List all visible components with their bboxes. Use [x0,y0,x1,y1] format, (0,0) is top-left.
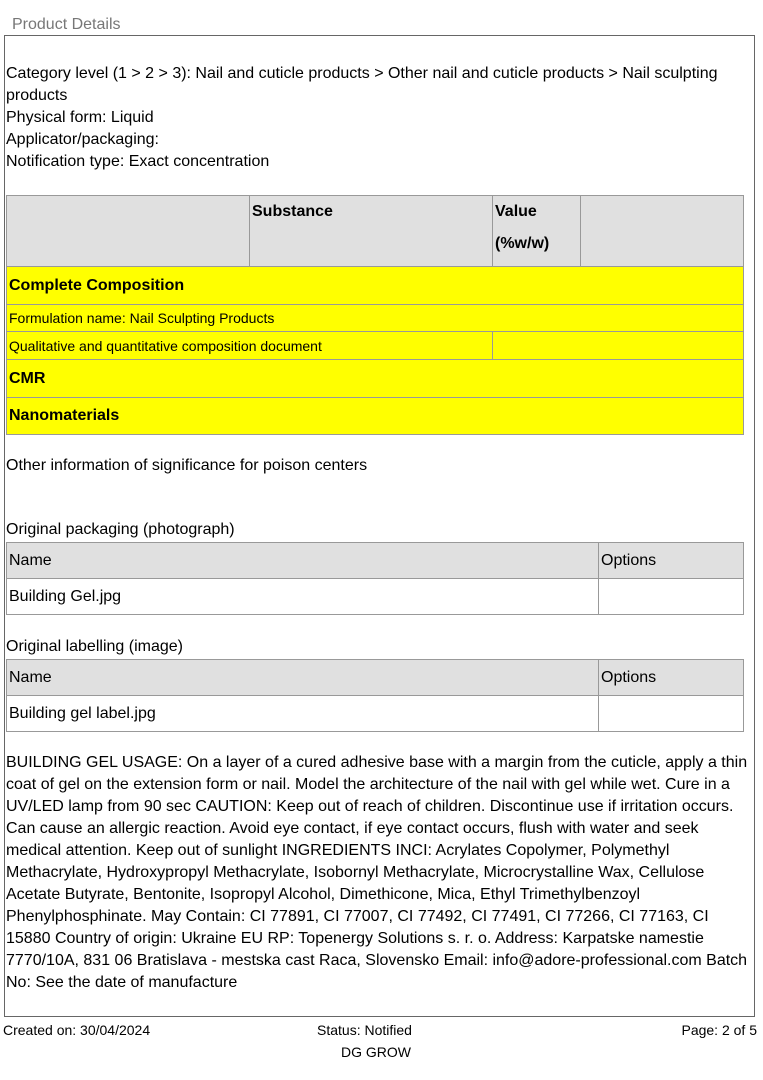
notification-type-text: Notification type: Exact concentration [6,153,270,170]
cmr-label: CMR [7,360,744,398]
qq-document-label: Qualitative and quantitative composition document [7,332,493,360]
packaging-header-name: Name [7,543,599,579]
labelling-table [6,659,744,732]
composition-header-row [7,196,744,267]
packaging-file-options [599,579,744,615]
header-substance: Substance [250,196,493,267]
qq-document-value [493,332,744,360]
nanomaterials-row [7,398,744,435]
formulation-name: Formulation name: Nail Sculpting Products [7,305,744,332]
packaging-header-options: Options [599,543,744,579]
applicator-text: Applicator/packaging: [6,131,159,148]
packaging-label: Original packaging (photograph) [6,521,235,538]
footer-status: Status: Notified [317,1022,412,1038]
header-empty [7,196,250,267]
other-info-label: Other information of significance for poison centers [6,457,368,474]
labelling-header-row [7,660,744,696]
label-text-block: BUILDING GEL USAGE: On a layer of a cured adhesive base with a margin from the cuticle, apply a thin coat of gel on the extension form or nail. Model the architecture of the nail with gel while wet. Cure in a UV/LED lamp from 90 sec CAUTION: Keep out of reach of children. Discontinue use if irritation occurs. Can cause an allergic reaction. Avoid eye contact, if eye contact occurs, flush with water and seek medical attention. Keep out of sunlight INGREDIENTS INCI: Acrylates Copolymer, Polymethyl Methacrylate, Hydroxypropyl Methacrylate, Isobornyl Methacrylate, Microcrystalline Wax, Cellulose Acetate Butyrate, Bentonite, Isopropyl Alcohol, Dimethicone, Mica, Ethyl Trimethylbenzoyl Phenylphosphinate. May Contain: CI 77891, CI 77007, CI 77492, CI 77491, CI 77266, CI 77163, CI 15880 Country of origin: Ukraine EU RP: Topenergy Solutions s. r. o. Address: Karpatske namestie 7770/10A, 831 06 Bratislava - mestska cast Raca, Slovensko Email: info@adore-professional.com Batch No: See the date of manufacture [6,754,748,991]
header-value-line1: Value [495,203,537,220]
packaging-table [6,542,744,615]
product-meta [6,63,751,173]
nanomaterials-label: Nanomaterials [7,398,744,435]
table-row [7,696,744,732]
complete-composition-label: Complete Composition [7,267,744,305]
packaging-header-row [7,543,744,579]
category-text: Category level (1 > 2 > 3): Nail and cuticle products > Other nail and cuticle products > Nail sculpting products [6,65,718,104]
labelling-label: Original labelling (image) [6,638,183,655]
qq-document-row [7,332,744,360]
labelling-header-options: Options [599,660,744,696]
cmr-row [7,360,744,398]
footer-org: DG GROW [341,1044,411,1060]
footer-page: Page: 2 of 5 [681,1022,757,1038]
header-value-line2: (%w/w) [495,235,550,252]
table-row [7,579,744,615]
packaging-file-name[interactable]: Building Gel.jpg [7,579,599,615]
footer-created: Created on: 30/04/2024 [3,1022,151,1038]
physical-form-text: Physical form: Liquid [6,109,154,126]
complete-composition-row [7,267,744,305]
header-value [493,196,581,267]
page-title: Product Details [12,16,121,33]
labelling-file-name[interactable]: Building gel label.jpg [7,696,599,732]
header-empty-2 [581,196,744,267]
composition-table [6,195,744,435]
labelling-header-name: Name [7,660,599,696]
formulation-row [7,305,744,332]
labelling-file-options [599,696,744,732]
